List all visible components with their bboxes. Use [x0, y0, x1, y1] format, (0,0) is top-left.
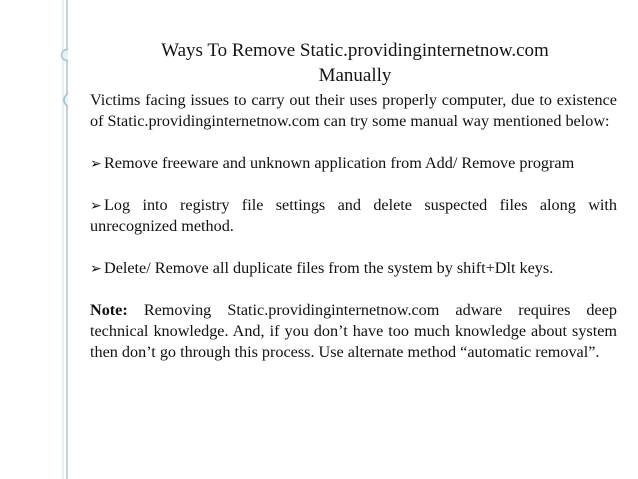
bullet-item: [90, 153, 617, 174]
bullet-item: [90, 258, 617, 279]
arrow-bullet-icon: ➢: [90, 262, 102, 277]
hollow-circle-icon: [62, 50, 69, 61]
intro-paragraph: Victims facing issues to carry out their uses properly computer, due to existence of Static.providinginternetnow.com can try some manual way mentioned below:: [90, 91, 617, 130]
slide-title: [92, 38, 618, 88]
note-text: Removing Static.providinginternetnow.com adware requires deep technical knowledge. And, if you don’t have too much knowledge about system then don’t go through this process. Use alternate method “automatic removal”.: [90, 301, 617, 361]
note-label: Note:: [90, 301, 128, 319]
slide-margin-decoration: [0, 0, 68, 479]
arrow-bullet-icon: ➢: [90, 199, 102, 214]
hollow-circle-icon: [64, 93, 68, 107]
bullet-item-text: Log into registry file settings and delete suspected files along with unrecognized method.: [90, 196, 617, 235]
bullet-item: [90, 195, 617, 237]
bullet-item-text: Remove freeware and unknown application from Add/ Remove program: [104, 154, 575, 172]
bullet-item-text: Delete/ Remove all duplicate files from the system by shift+Dlt keys.: [104, 259, 554, 277]
arrow-bullet-icon: ➢: [90, 157, 102, 172]
slide-title-line-1: Ways To Remove Static.providinginternetnow.com: [161, 40, 549, 61]
slide-body: [90, 90, 617, 363]
note-paragraph: [90, 300, 617, 363]
slide-title-line-2: Manually: [318, 65, 392, 86]
